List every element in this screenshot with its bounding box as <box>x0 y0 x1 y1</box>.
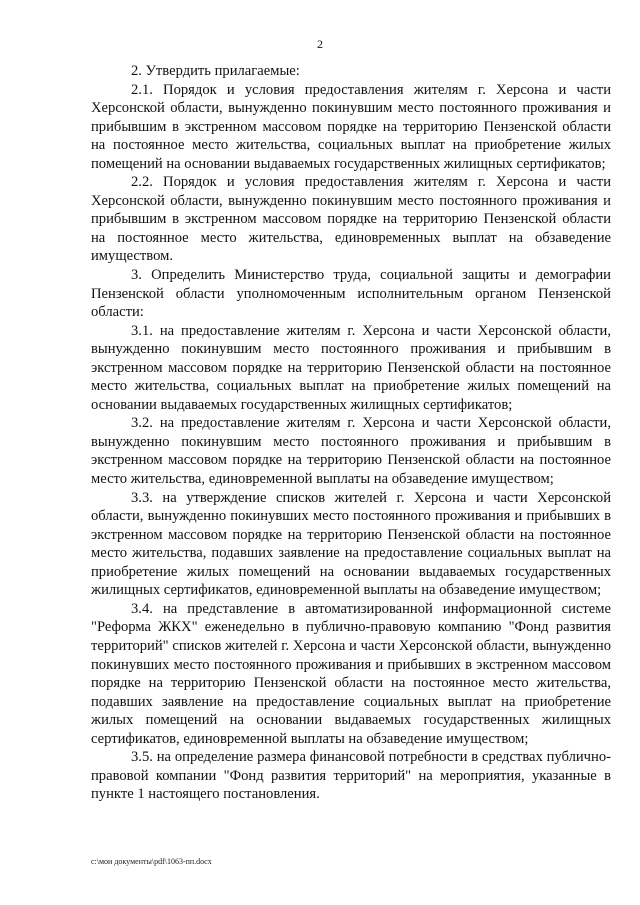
paragraph-3-1: 3.1. на предоставление жителям г. Херсона и части Херсонской области, вынужденно покинувшим место постоянного проживания и прибывшим в экстренном массовом порядке на территорию Пензенской области на постоянное место жительства, социальных выплат на приобретение жилых помещений на основании выдаваемых государственных жилищных сертификатов; <box>91 322 611 413</box>
footer-file-path: c:\мои документы\pdf\1063-пп.docx <box>91 857 212 866</box>
paragraph-2: 2. Утвердить прилагаемые: <box>131 63 300 79</box>
paragraph-3-4: 3.4. на представление в автоматизированной информационной системе "Реформа ЖКХ" еженедельно в публично-правовую компанию "Фонд развития территорий" списков жителей г. Херсона и части Херсонской области, вынужденно покинувших место постоянного проживания и прибывших в экстренном массовом порядке на территорию Пензенской области на постоянное место жительства, подавших заявление на предоставление социальных выплат на приобретение жилых помещений на основании выдаваемых государственных жилищных сертификатов, единовременной выплаты на обзаведение имуществом; <box>91 600 611 747</box>
paragraph-2-2: 2.2. Порядок и условия предоставления жителям г. Херсона и части Херсонской области, вынужденно покинувшим место постоянного проживания и прибывшим в экстренном массовом порядке на территорию Пензенской области на постоянное место жительства, единовременных выплат на обзаведение имуществом. <box>91 174 611 265</box>
paragraph-3-2: 3.2. на предоставление жителям г. Херсона и части Херсонской области, вынужденно покинувшим место постоянного проживания и прибывшим в экстренном массовом порядке на территорию Пензенской области на постоянное место жительства, единовременной выплаты на обзаведение имуществом; <box>91 415 611 488</box>
paragraph-3-3: 3.3. на утверждение списков жителей г. Херсона и части Херсонской области, вынужденно покинувших место постоянного проживания и прибывших в экстренном массовом порядке на территорию Пензенской области на постоянное место жительства, подавших заявление на предоставление социальных выплат на приобретение жилых помещений на основании выдаваемых государственных жилищных сертификатов, единовременной выплаты на обзаведение имуществом; <box>91 489 611 599</box>
paragraph-3: 3. Определить Министерство труда, социальной защиты и демографии Пензенской области уполномоченным исполнительным органом Пензенской области: <box>91 267 611 321</box>
paragraph-2-1: 2.1. Порядок и условия предоставления жителям г. Херсона и части Херсонской области, вынужденно покинувшим место постоянного проживания и прибывшим в экстренном массовом порядке на территорию Пензенской области на постоянное место жительства, социальных выплат на приобретение жилых помещений на основании выдаваемых государственных жилищных сертификатов; <box>91 81 611 172</box>
page-number: 2 <box>317 37 323 51</box>
document-body <box>91 62 611 804</box>
paragraph-3-5: 3.5. на определение размера финансовой потребности в средствах публично-правовой компании "Фонд развития территорий" на мероприятия, указанные в пункте 1 настоящего постановления. <box>91 749 611 803</box>
